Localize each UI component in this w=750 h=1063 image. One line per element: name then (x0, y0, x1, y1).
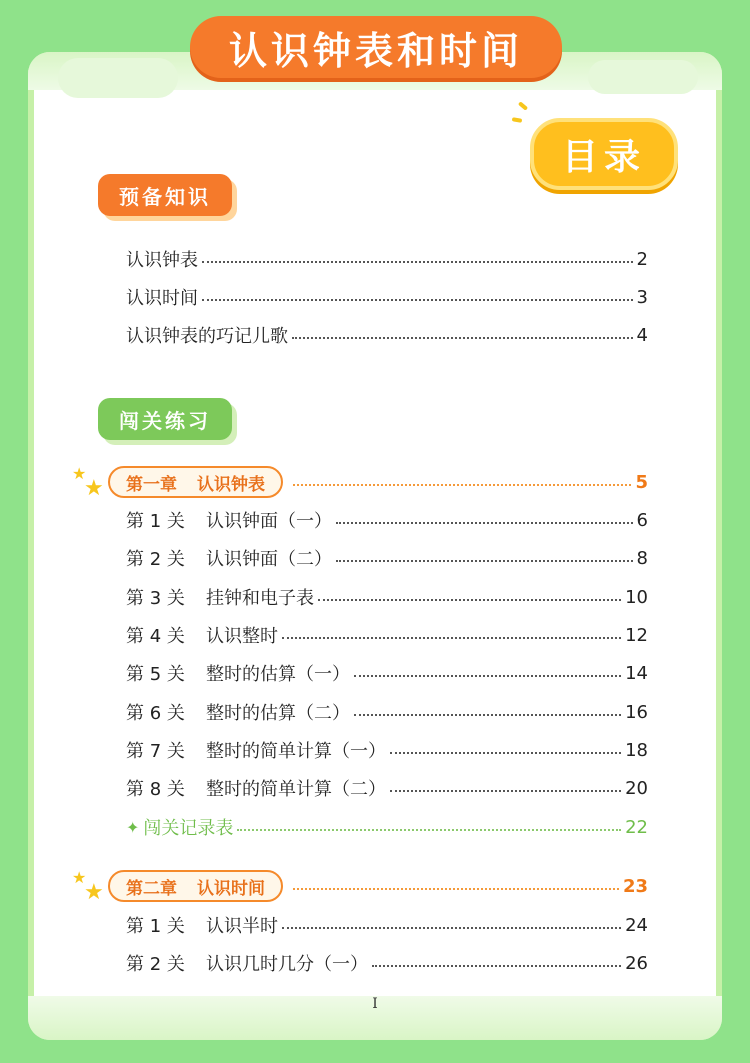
toc-row[interactable] (126, 506, 648, 534)
toc-row[interactable] (126, 321, 648, 349)
toc-row-label: 认识钟表的巧记儿歌 (126, 326, 288, 347)
toc-row-label: 认识几时几分（一） (206, 954, 368, 975)
dot-leader (293, 484, 631, 486)
level-prefix: 第 1 关 (126, 511, 185, 532)
toc-row-label: 认识时间 (126, 288, 198, 309)
dot-leader (282, 637, 621, 639)
dot-leader (336, 560, 633, 562)
toc-row-page: 4 (636, 324, 648, 346)
toc-row-page: 26 (625, 952, 648, 974)
chapter-1-number: 第一章 (126, 474, 177, 495)
toc-row-page: 16 (625, 701, 648, 723)
toc-row-page: 6 (636, 509, 648, 531)
toc-row-page: 18 (625, 739, 648, 761)
page-number: I (372, 996, 378, 1012)
toc-row[interactable] (126, 949, 648, 977)
toc-row-page: 14 (625, 662, 648, 684)
level-prefix: 第 2 关 (126, 549, 185, 570)
toc-row[interactable] (126, 283, 648, 311)
toc-row-label: 整时的估算（二） (206, 703, 350, 724)
cloud-decoration (58, 58, 178, 98)
toc-row-label: 整时的简单计算（一） (206, 741, 386, 762)
cloud-decoration (588, 60, 698, 94)
toc-row[interactable] (126, 621, 648, 649)
chapter-2-number: 第二章 (126, 878, 177, 899)
dot-leader (372, 965, 621, 967)
dot-leader (202, 299, 633, 301)
toc-row[interactable] (126, 698, 648, 726)
toc-row-label: 认识整时 (206, 626, 278, 647)
toc-row-page: 2 (636, 248, 648, 270)
star-icon: ★ (72, 464, 87, 483)
chapter-1-name: 认识钟表 (197, 474, 265, 495)
toc-row[interactable] (126, 659, 648, 687)
level-prefix: 第 5 关 (126, 664, 185, 685)
toc-row[interactable] (126, 736, 648, 764)
toc-row[interactable] (126, 911, 648, 939)
toc-row-page: 20 (625, 777, 648, 799)
dot-leader (390, 752, 621, 754)
section-practice-title: 闯关练习 (98, 398, 232, 440)
level-prefix: 第 2 关 (126, 954, 185, 975)
toc-row-page: 10 (625, 586, 648, 608)
diamond-icon: ✦ (126, 817, 140, 837)
dot-leader (354, 714, 621, 716)
toc-row-page: 3 (636, 286, 648, 308)
toc-row[interactable] (126, 544, 648, 572)
toc-row-label: 整时的简单计算（二） (206, 779, 386, 800)
record-table-label: 闯关记录表 (143, 818, 234, 839)
dot-leader (318, 599, 621, 601)
record-table-row[interactable] (126, 813, 648, 841)
chapter-2-name: 认识时间 (197, 878, 265, 899)
toc-row[interactable] (126, 774, 648, 802)
section-prep-title: 预备知识 (98, 174, 232, 216)
chapter-1-row[interactable] (126, 468, 648, 496)
toc-row-label: 认识半时 (206, 916, 278, 937)
dot-leader (282, 927, 621, 929)
level-prefix: 第 3 关 (126, 588, 185, 609)
dot-leader (292, 337, 633, 339)
dot-leader (202, 261, 633, 263)
level-prefix: 第 1 关 (126, 916, 185, 937)
dot-leader (336, 522, 633, 524)
toc-badge: 目录 (530, 118, 678, 190)
star-icon: ★ (84, 476, 104, 501)
book-title: 认识钟表和时间 (190, 16, 562, 78)
chapter-2-pill (108, 870, 283, 902)
toc-row-label: 挂钟和电子表 (206, 588, 314, 609)
level-prefix: 第 8 关 (126, 779, 185, 800)
toc-row[interactable] (126, 245, 648, 273)
toc-row[interactable] (126, 583, 648, 611)
dot-leader (237, 829, 621, 831)
level-prefix: 第 6 关 (126, 703, 185, 724)
dot-leader (293, 888, 619, 890)
toc-row-page: 12 (625, 624, 648, 646)
chapter-1-page: 5 (635, 471, 648, 493)
toc-row-page: 8 (636, 547, 648, 569)
toc-row-label: 认识钟面（二） (206, 549, 332, 570)
toc-row-label: 认识钟表 (126, 250, 198, 271)
chapter-2-row[interactable] (126, 872, 648, 900)
dot-leader (354, 675, 621, 677)
toc-row-page: 24 (625, 914, 648, 936)
star-icon: ★ (84, 880, 104, 905)
chapter-1-pill (108, 466, 283, 498)
toc-row-label: 认识钟面（一） (206, 511, 332, 532)
toc-row-label: 整时的估算（一） (206, 664, 350, 685)
level-prefix: 第 4 关 (126, 626, 185, 647)
chapter-2-page: 23 (622, 875, 648, 897)
dot-leader (390, 790, 621, 792)
level-prefix: 第 7 关 (126, 741, 185, 762)
star-icon: ★ (72, 868, 87, 887)
record-table-page: 22 (625, 816, 648, 838)
